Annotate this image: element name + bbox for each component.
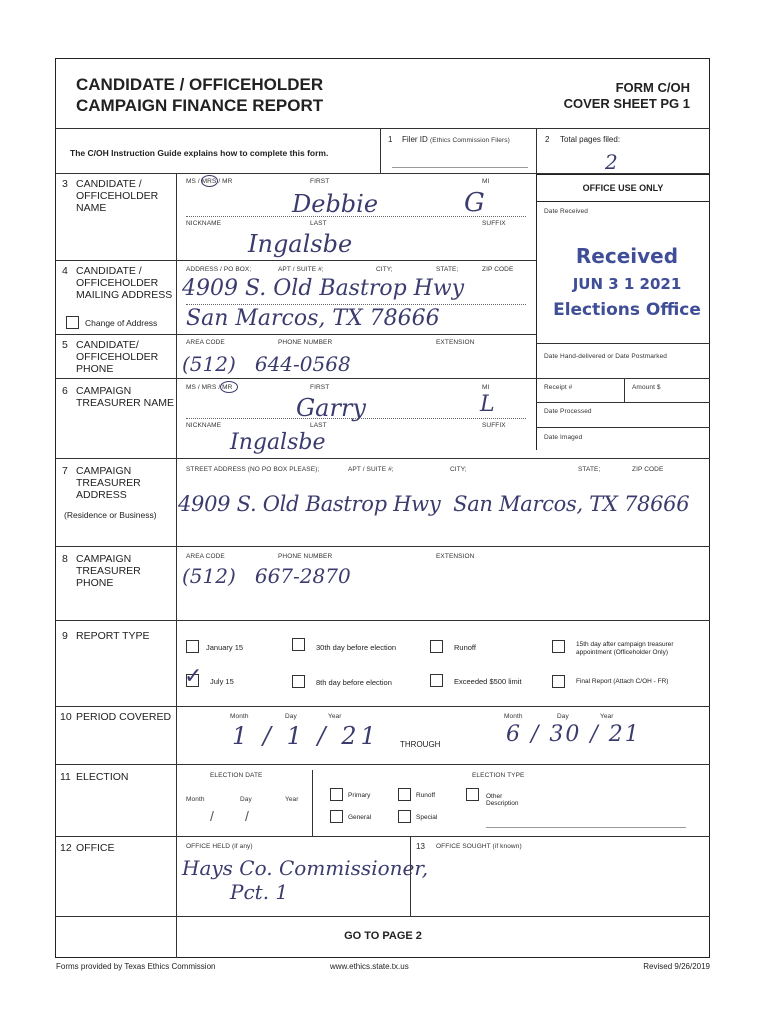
report-15th-label: 15th day after campaign treasurer appointment (Officeholder Only) (576, 641, 674, 656)
form-title (76, 74, 323, 116)
section-12-label: OFFICE (76, 842, 115, 854)
section-3-prefix: MS / MRS / MR (186, 178, 233, 185)
section-6-first: FIRST (310, 384, 330, 391)
date-imaged-label: Date Imaged (544, 434, 583, 441)
divider (56, 836, 710, 837)
divider (56, 764, 710, 765)
report-jan15-checkbox[interactable] (186, 640, 199, 653)
section-12-num: 12 (60, 842, 72, 854)
divider (536, 343, 710, 344)
office-held-value[interactable] (182, 856, 428, 904)
report-30th-checkbox[interactable] (292, 638, 305, 651)
divider (56, 706, 710, 707)
divider (624, 378, 625, 402)
change-address-checkbox[interactable] (66, 316, 79, 329)
report-8th-checkbox[interactable] (292, 675, 305, 688)
section-8-area: AREA CODE (186, 553, 225, 560)
section-3-first: FIRST (310, 178, 330, 185)
divider (380, 129, 381, 173)
total-pages-value[interactable]: 2 (605, 150, 618, 174)
office-use-title: OFFICE USE ONLY (536, 174, 710, 202)
form-id-line2: COVER SHEET PG 1 (563, 96, 690, 111)
change-address-label: Change of Address (85, 318, 158, 328)
section-5-phone: PHONE NUMBER (278, 339, 333, 346)
report-final-checkbox[interactable] (552, 675, 565, 688)
check-mark-icon: ✓ (184, 664, 203, 689)
section-3-suffix: SUFFIX (482, 220, 506, 227)
election-special-checkbox[interactable] (398, 810, 411, 823)
divider (176, 174, 177, 958)
section-11-label: ELECTION (76, 771, 129, 783)
election-runoff-checkbox[interactable] (398, 788, 411, 801)
section-4-zip: ZIP CODE (482, 266, 514, 273)
go-to-page-2: GO TO PAGE 2 (344, 930, 422, 942)
candidate-phone-value[interactable]: (512) 644-0568 (182, 352, 351, 376)
divider (56, 458, 710, 459)
filer-id-label (402, 134, 510, 147)
section-7-zip: ZIP CODE (632, 466, 664, 473)
divider (536, 129, 537, 173)
divider (536, 427, 710, 428)
filer-id-field[interactable] (392, 152, 528, 168)
election-description-text: Description (486, 800, 519, 807)
filer-id-label-text: Filer ID (402, 135, 428, 144)
report-final-label: Final Report (Attach C/OH - FR) (576, 678, 669, 685)
section-3-label: CANDIDATE / OFFICEHOLDER NAME (76, 178, 159, 214)
office-sought-label: OFFICE SOUGHT (if known) (436, 843, 522, 850)
filer-id-num: 1 (388, 135, 393, 144)
election-special-label: Special (416, 814, 438, 821)
section-4-num: 4 (62, 265, 68, 277)
treasurer-last-value[interactable]: Ingalsbe (230, 430, 326, 455)
election-day: Day (240, 796, 252, 803)
treasurer-mi-value[interactable]: L (480, 392, 495, 417)
to-year: Year (600, 713, 614, 720)
election-general-checkbox[interactable] (330, 810, 343, 823)
section-6-prefix: MS / MRS / MR (186, 384, 233, 391)
candidate-first-value[interactable]: Debbie (292, 190, 379, 218)
section-7-label: CAMPAIGN TREASURER ADDRESS (76, 465, 141, 501)
footer-provider: Forms provided by Texas Ethics Commission (56, 962, 216, 971)
to-day: Day (557, 713, 569, 720)
treasurer-phone-value[interactable]: (512) 667-2870 (182, 564, 351, 588)
report-jul15-label: July 15 (210, 677, 234, 686)
received-stamp (552, 245, 702, 321)
election-runoff-label: Runoff (416, 792, 436, 799)
total-pages-num: 2 (545, 135, 550, 144)
stamp-office: Elections Office (553, 300, 701, 320)
section-10-num: 10 (60, 711, 72, 723)
section-8-label: CAMPAIGN TREASURER PHONE (76, 553, 141, 589)
election-year: Year (285, 796, 299, 803)
footer-revised: Revised 9/26/2019 (643, 962, 710, 971)
report-jan15-label: January 15 (206, 643, 244, 652)
form-id (520, 80, 690, 112)
receipt-label: Receipt # (544, 384, 573, 391)
election-other-text: Other (486, 793, 503, 800)
office-held-line1: Hays Co. Commissioner, (182, 856, 429, 880)
footer-url[interactable]: www.ethics.state.tx.us (330, 962, 409, 971)
date-received-label: Date Received (544, 208, 588, 215)
section-3-mi: MI (482, 178, 490, 185)
office-held-line2: Pct. 1 (230, 880, 289, 904)
report-runoff-label: Runoff (454, 643, 476, 652)
section-6-last: LAST (310, 422, 327, 429)
election-general-label: General (348, 814, 372, 821)
form-id-line1: FORM C/OH (615, 80, 690, 95)
section-4-address: ADDRESS / PO BOX; (186, 266, 252, 273)
section-6-label: CAMPAIGN TREASURER NAME (76, 385, 175, 409)
divider (312, 770, 313, 836)
section-11-num: 11 (60, 771, 71, 783)
through-label: THROUGH (400, 740, 441, 749)
report-8th-label: 8th day before election (316, 678, 392, 687)
section-8-ext: EXTENSION (436, 553, 475, 560)
report-runoff-checkbox[interactable] (430, 640, 443, 653)
section-5-label: CANDIDATE/ OFFICEHOLDER PHONE (76, 339, 159, 375)
section-7-sub: (Residence or Business) (64, 510, 157, 520)
form-title-line1: CANDIDATE / OFFICEHOLDER (76, 75, 324, 94)
to-month: Month (504, 713, 523, 720)
divider (186, 216, 526, 217)
section-8-phone: PHONE NUMBER (278, 553, 333, 560)
stamp-date: JUN 3 1 2021 (572, 275, 682, 293)
section-5-num: 5 (62, 339, 68, 351)
divider (56, 334, 536, 335)
candidate-address-line1[interactable]: 4909 S. Old Bastrop Hwy (182, 276, 465, 301)
section-7-num: 7 (62, 465, 68, 477)
report-15th-checkbox[interactable] (552, 640, 565, 653)
section-7-apt: APT / SUITE #; (348, 466, 394, 473)
divider (56, 916, 710, 917)
office-held-label: OFFICE HELD (if any) (186, 843, 253, 850)
section-4-city: CITY; (376, 266, 393, 273)
stamp-received: Received (575, 244, 679, 268)
section-4-state: STATE; (436, 266, 459, 273)
section-6-nickname: NICKNAME (186, 422, 222, 429)
total-pages-label: Total pages filed: (560, 135, 621, 144)
section-10-label: PERIOD COVERED (76, 711, 172, 723)
divider (56, 260, 536, 261)
election-primary-checkbox[interactable] (330, 788, 343, 801)
section-9-num: 9 (62, 630, 68, 642)
report-30th-label: 30th day before election (316, 643, 397, 652)
section-3-nickname: NICKNAME (186, 220, 222, 227)
section-4-label: CANDIDATE / OFFICEHOLDER MAILING ADDRESS (76, 265, 173, 301)
section-13-num: 13 (416, 842, 425, 851)
section-5-area: AREA CODE (186, 339, 225, 346)
instruction-text: The C/OH Instruction Guide explains how to complete this form. (70, 148, 329, 158)
treasurer-first-value[interactable]: Garry (296, 394, 366, 422)
divider (186, 304, 526, 305)
divider (536, 378, 710, 379)
candidate-mi-value[interactable]: G (464, 188, 485, 218)
section-4-apt: APT / SUITE #; (278, 266, 324, 273)
form-title-line2: CAMPAIGN FINANCE REPORT (76, 96, 324, 115)
section-7-state: STATE; (578, 466, 601, 473)
election-date-slashes: / / (210, 808, 249, 824)
election-other-checkbox[interactable] (466, 788, 479, 801)
from-month: Month (230, 713, 249, 720)
divider (186, 418, 526, 419)
date-processed-label: Date Processed (544, 408, 592, 415)
divider (56, 378, 536, 379)
section-5-ext: EXTENSION (436, 339, 475, 346)
report-exceeded-checkbox[interactable] (430, 674, 443, 687)
divider (536, 402, 710, 403)
from-year: Year (328, 713, 342, 720)
mr-circle (220, 381, 238, 393)
section-6-num: 6 (62, 385, 68, 397)
period-from-value[interactable]: 1 / 1 / 21 (232, 722, 380, 750)
section-7-street: STREET ADDRESS (NO PO BOX PLEASE); (186, 466, 320, 473)
election-date-label: ELECTION DATE (210, 772, 263, 779)
section-6-suffix: SUFFIX (482, 422, 506, 429)
divider (56, 546, 710, 547)
election-type-label: ELECTION TYPE (472, 772, 525, 779)
period-to-value[interactable]: 6 / 30 / 21 (506, 722, 641, 747)
mrs-circle (201, 175, 218, 187)
from-day: Day (285, 713, 297, 720)
filer-id-sub: (Ethics Commission Filers) (430, 137, 510, 144)
divider (56, 620, 710, 621)
section-6-mi: MI (482, 384, 490, 391)
election-month: Month (186, 796, 205, 803)
section-3-last: LAST (310, 220, 327, 227)
section-9-label: REPORT TYPE (76, 630, 150, 642)
treasurer-address-value[interactable]: 4909 S. Old Bastrop Hwy San Marcos, TX 78666 (178, 492, 690, 516)
section-3-num: 3 (62, 178, 68, 190)
amount-label: Amount $ (632, 384, 661, 391)
election-primary-label: Primary (348, 792, 371, 799)
divider (56, 128, 710, 129)
section-7-city: CITY; (450, 466, 467, 473)
election-other-label (486, 793, 519, 807)
date-hand-label: Date Hand-delivered or Date Postmarked (544, 353, 668, 360)
election-description-line (486, 827, 686, 828)
report-exceeded-label: Exceeded $500 limit (454, 677, 522, 686)
candidate-last-value[interactable]: Ingalsbe (248, 230, 353, 258)
divider (410, 836, 411, 916)
candidate-address-line2[interactable]: San Marcos, TX 78666 (186, 306, 440, 331)
section-8-num: 8 (62, 553, 68, 565)
